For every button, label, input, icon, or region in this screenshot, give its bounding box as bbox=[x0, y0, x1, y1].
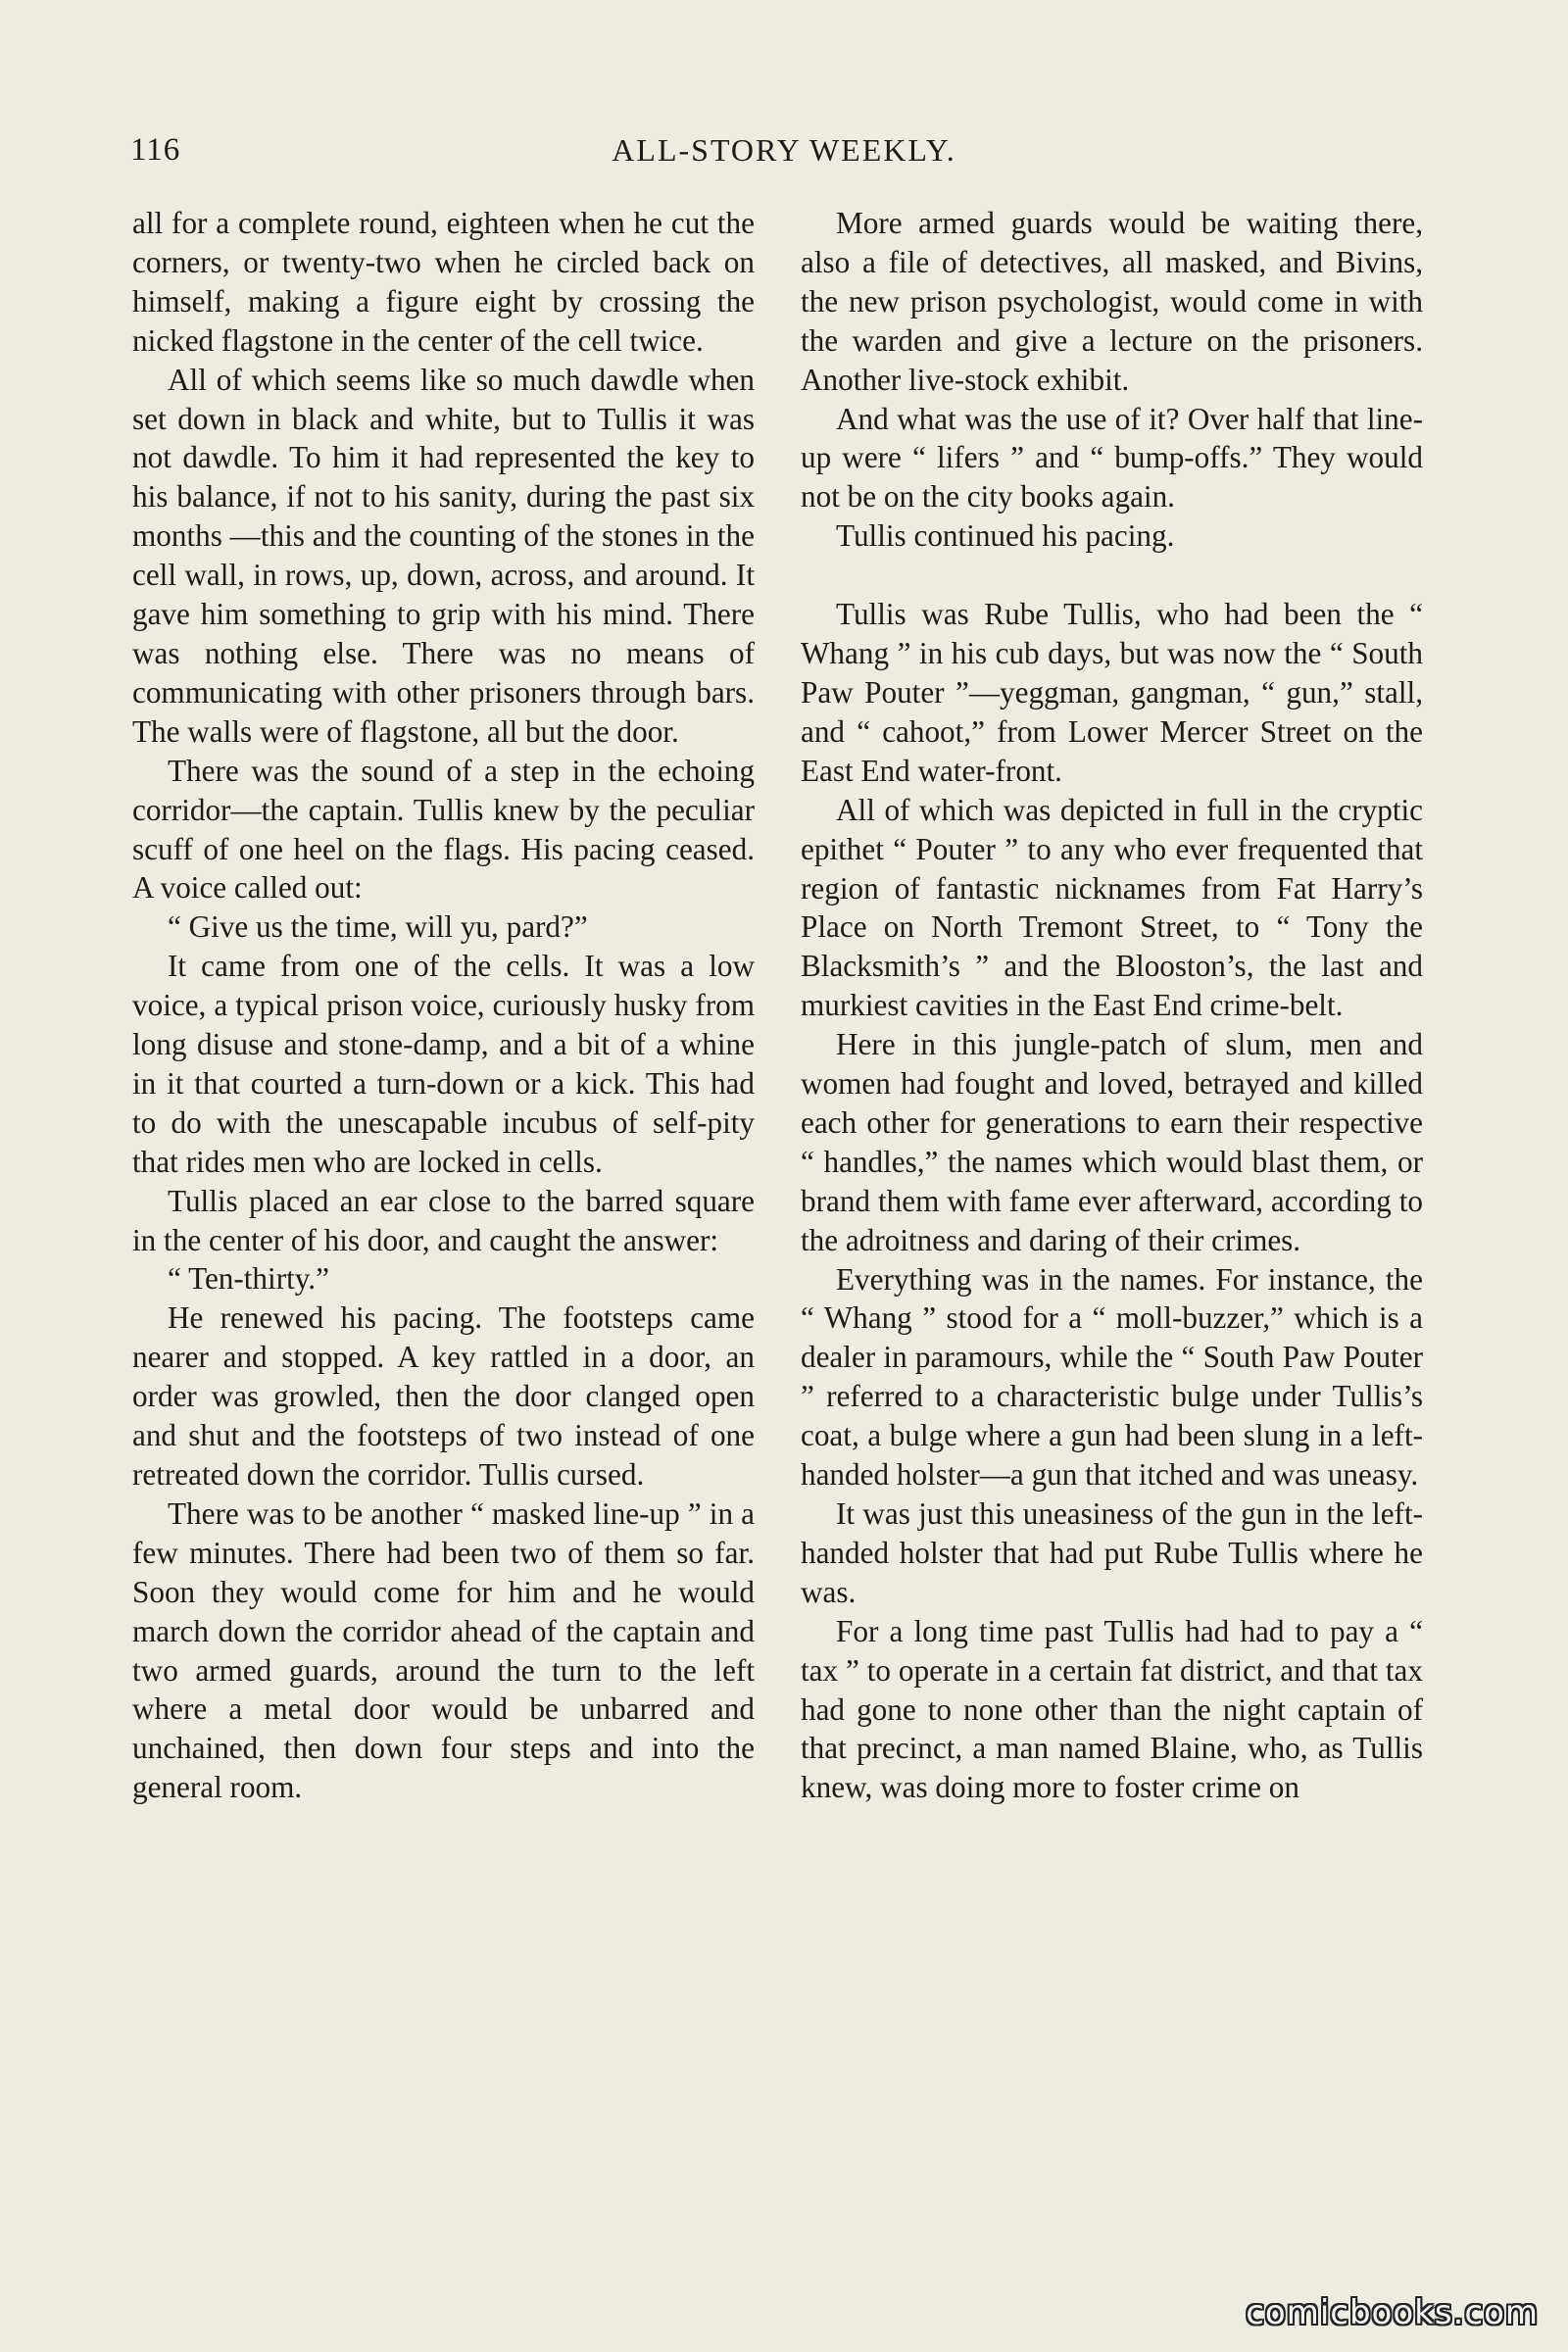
paragraph: It came from one of the cells. It was a low voice, a typical prison voice, curiously husky from long disuse and stone-damp, and a bit of a whine in it that courted a turn-down or a kick. This had to do with the unescapable incubus of self-pity that rides men who are locked in cells. bbox=[132, 949, 755, 1179]
paragraph: Tullis was Rube Tullis, who had been the “ Whang ” in his cub days, but was now the “ South Paw Pouter ”—yeggman, gangman, “ gun,” stall, and “ cahoot,” from Lower Mercer Street on the East End water-front. bbox=[801, 597, 1423, 788]
running-title: ALL-STORY WEEKLY. bbox=[612, 132, 956, 168]
paragraph: “ Give us the time, will yu, pard?” bbox=[168, 909, 588, 945]
paragraph: More armed guards would be waiting there, also a file of detectives, all masked, and Bivins, the new prison psychologist, would come in with the warden and give a lecture on the prisoners. Another live-stock exhibit. bbox=[801, 206, 1423, 397]
paragraph: There was the sound of a step in the echoing corridor—the captain. Tullis knew by the peculiar scuff of one heel on the flags. His pacing ceased. A voice called out: bbox=[132, 753, 755, 906]
paragraph: All of which seems like so much dawdle when set down in black and white, but to Tullis it was not dawdle. To him it had represented the key to his balance, if not to his sanity, during the past six months —this and the counting of the stones in the cell wall, in rows, up, down, across, and around. It gave him something to grip with his mind. There was nothing else. There was no means of communicating with other prisoners through bars. The walls were of flagstone, all but the door. bbox=[132, 362, 755, 749]
paragraph: There was to be another “ masked line-up ” in a few minutes. There had been two of them so far. Soon they would come for him and he would march down the corridor ahead of the captain and two armed guards, around the turn to the left where a metal door would be unbarred and unchained, then down four steps and into the general room. bbox=[132, 1495, 755, 1805]
paragraph: And what was the use of it? Over half that line-up were “ lifers ” and “ bump-offs.” They would not be on the city books again. bbox=[801, 401, 1423, 514]
paragraph: Here in this jungle-patch of slum, men and women had fought and loved, betrayed and killed each other for generations to earn their respective “ handles,” the names which would blast them, or brand them with fame ever afterward, according to the adroitness and daring of their crimes. bbox=[801, 1027, 1423, 1257]
paragraph: He renewed his pacing. The footsteps came nearer and stopped. A key rattled in a door, an order was growled, then the door clanged open and shut and the footsteps of two instead of one retreated down the corridor. Tullis cursed. bbox=[132, 1300, 755, 1492]
paragraph: Tullis continued his pacing. bbox=[836, 518, 1175, 554]
paragraph: Tullis placed an ear close to the barred square in the center of his door, and caught the answer: bbox=[132, 1183, 755, 1257]
paragraph: All of which was depicted in full in the cryptic epithet “ Pouter ” to any who ever frequented that region of fantastic nicknames from Fat Harry’s Place on North Tremont Street, to “ Tony the Blacksmith’s ” and the Blooston’s, the last and murkiest cavities in the East End crime-belt. bbox=[801, 792, 1423, 1023]
paragraph: “ Ten-thirty.” bbox=[168, 1261, 329, 1297]
paragraph: For a long time past Tullis had had to pay a “ tax ” to operate in a certain fat district, and that tax had gone to none other than the night captain of that precinct, a man named Blaine, who, as Tullis knew, was doing more to foster crime on bbox=[801, 1613, 1423, 1805]
watermark-logo: comicbooks.com bbox=[1246, 2293, 1539, 2332]
page-number: 116 bbox=[130, 132, 181, 168]
paragraph: It was just this uneasiness of the gun in the left-handed holster that had put Rube Tullis where he was. bbox=[801, 1496, 1423, 1609]
paragraph: all for a complete round, eighteen when he cut the corners, or twenty-two when he circled back on himself, making a figure eight by crossing the nicked flagstone in the center of the cell twice. bbox=[132, 206, 755, 358]
right-text-column bbox=[801, 204, 1423, 1807]
paragraph: Everything was in the names. For instance, the “ Whang ” stood for a “ moll-buzzer,” which is a dealer in paramours, while the “ South Paw Pouter ” referred to a characteristic bulge under Tullis’s coat, a bulge where a gun had been slung in a left-handed holster—a gun that itched and was uneasy. bbox=[801, 1261, 1423, 1493]
section-break bbox=[801, 556, 1423, 595]
page-header bbox=[127, 132, 1441, 181]
left-text-column bbox=[132, 204, 755, 1807]
